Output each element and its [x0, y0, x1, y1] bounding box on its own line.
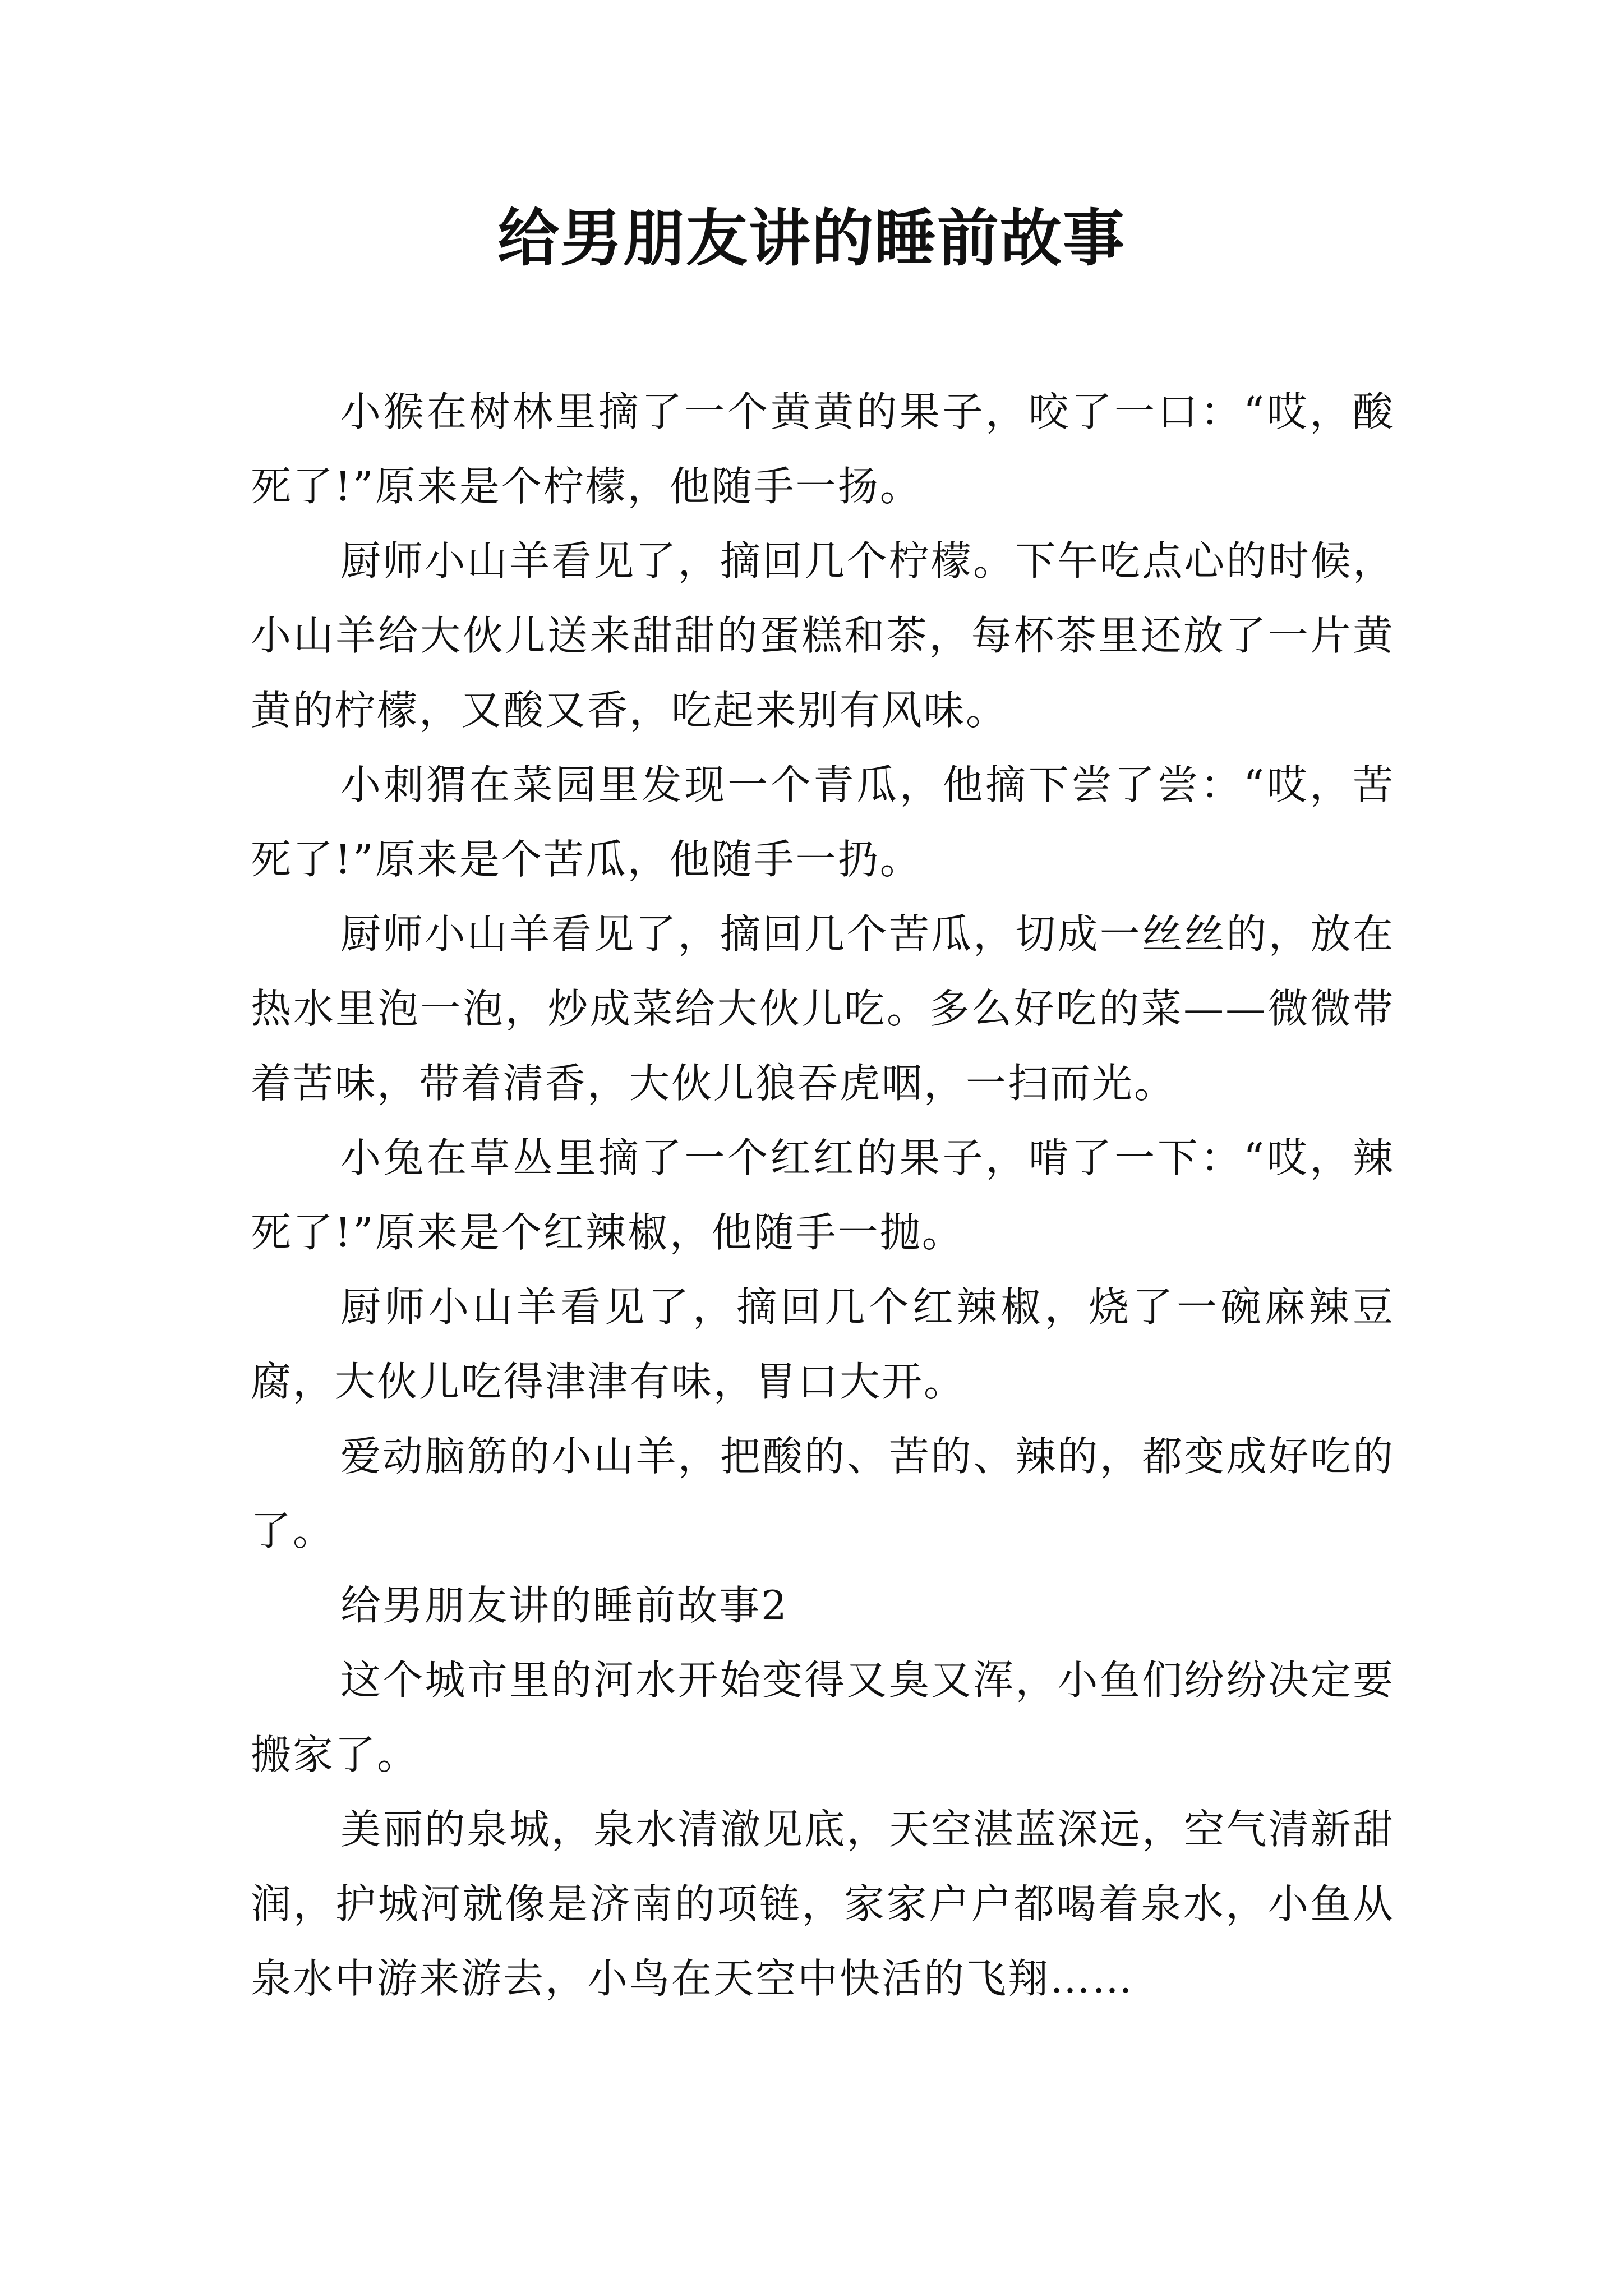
paragraph-4: 厨师小山羊看见了，摘回几个苦瓜，切成一丝丝的，放在热水里泡一泡，炒成菜给大伙儿吃。多么好吃的菜——微微带着苦味，带着清香，大伙儿狼吞虎咽，一扫而光。	[251, 910, 1395, 1107]
document-body	[251, 375, 1395, 2016]
document-title: 给男朋友讲的睡前故事	[497, 202, 1126, 274]
section-heading-2: 给男朋友讲的睡前故事2	[340, 1582, 789, 1629]
paragraph-2: 厨师小山羊看见了，摘回几个柠檬。下午吃点心的时候，小山羊给大伙儿送来甜甜的蛋糕和茶，每杯茶里还放了一片黄黄的柠檬，又酸又香，吃起来别有风味。	[251, 537, 1395, 734]
paragraph-6: 厨师小山羊看见了，摘回几个红辣椒，烧了一碗麻辣豆腐，大伙儿吃得津津有味，胃口大开。	[251, 1283, 1395, 1405]
paragraph-9: 美丽的泉城，泉水清澈见底，天空湛蓝深远，空气清新甜润，护城河就像是济南的项链，家家户户都喝着泉水，小鱼从泉水中游来游去，小鸟在天空中快活的飞翔……	[251, 1806, 1395, 2002]
paragraph-8: 这个城市里的河水开始变得又臭又浑，小鱼们纷纷决定要搬家了。	[251, 1657, 1395, 1778]
paragraph-5: 小兔在草丛里摘了一个红红的果子，啃了一下：“哎，辣死了!”原来是个红辣椒，他随手一抛。	[251, 1134, 1395, 1256]
paragraph-3: 小刺猬在菜园里发现一个青瓜，他摘下尝了尝：“哎，苦死了!”原来是个苦瓜，他随手一扔。	[251, 761, 1395, 883]
paragraph-1: 小猴在树林里摘了一个黄黄的果子，咬了一口：“哎，酸死了!”原来是个柠檬，他随手一扬。	[251, 388, 1395, 510]
paragraph-7: 爱动脑筋的小山羊，把酸的、苦的、辣的，都变成好吃的了。	[251, 1433, 1395, 1554]
